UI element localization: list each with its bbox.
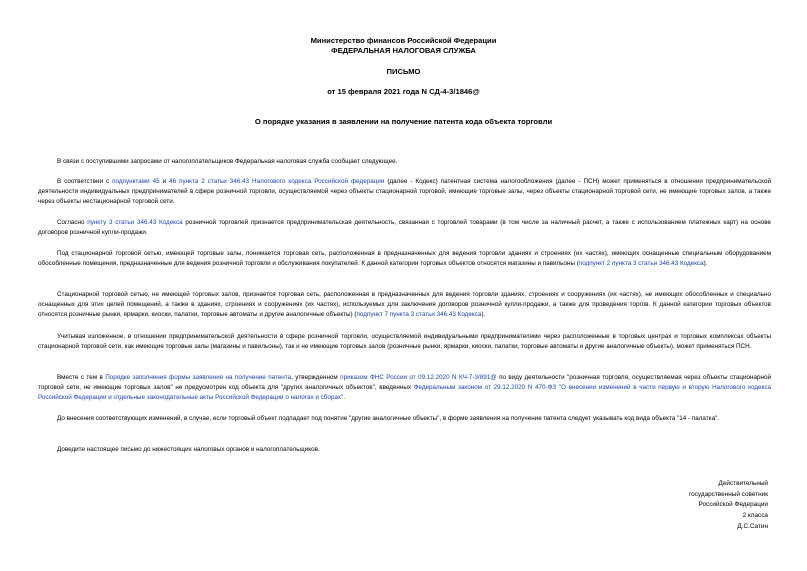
link-subparagraph-45[interactable]: подпунктами 45	[112, 178, 160, 185]
signatory-name: Д.С.Сатин	[737, 522, 768, 530]
paragraph-stationary-without-halls: Стационарной торговой сетью, не имеющей торговых залов, признается торговая сеть, расположенная в предназначенных для ведения торговли зданиях, строениях и сооружениях (их частях), не имеющих обособленных и специально оснащенных для этих целей помещений, а также в зданиях, строениях и сооружениях (их частях), используемых для заключения договоров розничной купли-продажи, а также для проведения торгов. К данной категории торговых объектов относятся розничные рынки, ярмарки, киоски, палатки, торговые автоматы и другие аналогичные объекты) (подпункт 7 пункта 3 статьи 346.43 Кодекса).	[38, 291, 771, 318]
link-form-procedure[interactable]: Порядке заполнения формы заявления на получение патента	[105, 374, 292, 381]
link-article-346-43-p2[interactable]: 46 пункта 2 статьи 346.43 Налогового кодекса Российской федерации	[169, 178, 385, 185]
link-subparagraph-7-p3[interactable]: подпункт 7 пункта 3 статьи 346.43 Кодекса	[356, 311, 482, 318]
document-date-number: от 15 февраля 2021 года N СД-4-3/1846@	[327, 87, 480, 96]
document-type: ПИСЬМО	[386, 67, 421, 76]
link-fns-order[interactable]: приказом ФНС России от 09.12.2020 N КЧ-7-3/891@	[340, 374, 497, 381]
paragraph-conclusion: Учитывая изложенное, в отношении предпринимательской деятельности в сфере розничной торговли, осуществляемой индивидуальными предпринимателями через расположенные в торговых центрах и торговых комплексах объекты стационарной торговой сети, как имеющие торговые залы (магазины и павильоны), так и не имеющие торговых залов (розничные рынки, ярмарки, киоски, палатки, торговые автоматы и другие аналогичные объекты), может применяться ПСН.	[38, 333, 771, 350]
signature-block	[689, 479, 768, 533]
paragraph-retail-definition: Согласно пункту 3 статьи 346.43 Кодекса розничной торговлей признается предпринимательская деятельность, связанная с торговлей товарами (в том числе за наличный расчет, а также с использованием платежных карт) на основе договоров розничной купли-продажи.	[38, 219, 772, 236]
signature-line: Российской Федерации	[698, 501, 768, 509]
paragraph-stationary-with-halls: Под стационарной торговой сетью, имеющей торговые залы, понимается торговая сеть, расположенная в предназначенных для ведения торговли зданиях и строениях (их частях), имеющих оснащенные специальным оборудованием обособленные помещения, предназначенные для ведения розничной торговли и обслуживания покупателей. К данной категории торговых объектов относятся магазины и павильоны (подпункт 2 пункта 3 статьи 346.43 Кодекса).	[38, 250, 771, 267]
service-name: ФЕДЕРАЛЬНАЯ НАЛОГОВАЯ СЛУЖБА	[331, 46, 476, 55]
paragraph-intro: В связи с поступившими запросами от налогоплательщиков Федеральная налоговая служба сообщает следующее.	[57, 158, 398, 165]
paragraph-distribution: Доведите настоящее письмо до нижестоящих налоговых органов и налогоплательщиков.	[57, 446, 320, 453]
paragraph-application-form: Вместе с тем в Порядке заполнения формы заявления на получение патента, утвержденном приказом ФНС России от 09.12.2020 N КЧ-7-3/891@ по виду деятельности "розничная торговля, осуществляемая через объекты стационарной торговой сети, не имеющие торговых залов" не предусмотрен код объекта для "других аналогичных объектов", введенных Федеральным законом от 29.12.2020 N 470-ФЗ "О внесении изменений в части первую и вторую Налогового кодекса Российской Федерации и отдельные законодательные акты Российской Федерации о налогах и сборах".	[38, 374, 772, 401]
link-article-346-43-p3[interactable]: пункту 3 статьи 346.43 Кодекса	[87, 219, 183, 226]
document-title: О порядке указания в заявлении на получение патента кода объекта торговли	[254, 117, 553, 126]
signature-line: Действительный	[718, 480, 768, 487]
signature-line: государственный советник	[688, 490, 768, 498]
link-subparagraph-2-p3[interactable]: подпункт 2 пункта 3 статьи 346.43 Кодекса	[578, 260, 704, 267]
ministry-name: Министерство финансов Российской Федерации	[310, 36, 497, 45]
paragraph-psn-scope: В соответствии с подпунктами 45 и 46 пункта 2 статьи 346.43 Налогового кодекса Российской федерации (далее - Кодекс) патентная система налогообложения (далее - ПСН) может применяться в отношении предпринимательской деятельности индивидуальных предпринимателей в сфере розничной торговли, осуществляемой через объекты стационарной торговой, имеющие торговые залы, через объекты стационарной торговой сети, не имеющие торговых залов, а также через объекты нестационарной торговой сети.	[38, 178, 771, 205]
paragraph-object-code: До внесения соответствующих изменений, в случае, если торговый объект подпадает под понятие "другие аналогичные объекты", в форме заявления на получение патента следует указывать код вида объекта "14 - палатка".	[57, 415, 720, 422]
signature-line: 2 класса	[742, 512, 768, 520]
link-federal-law-470[interactable]: Федеральным законом от 29.12.2020 N 470-ФЗ "О внесении изменений в части первую и вторую Налогового кодекса Российской Федерации и отдельные законодательные акты Российской Федерации о налогах и сборах"	[38, 384, 771, 401]
